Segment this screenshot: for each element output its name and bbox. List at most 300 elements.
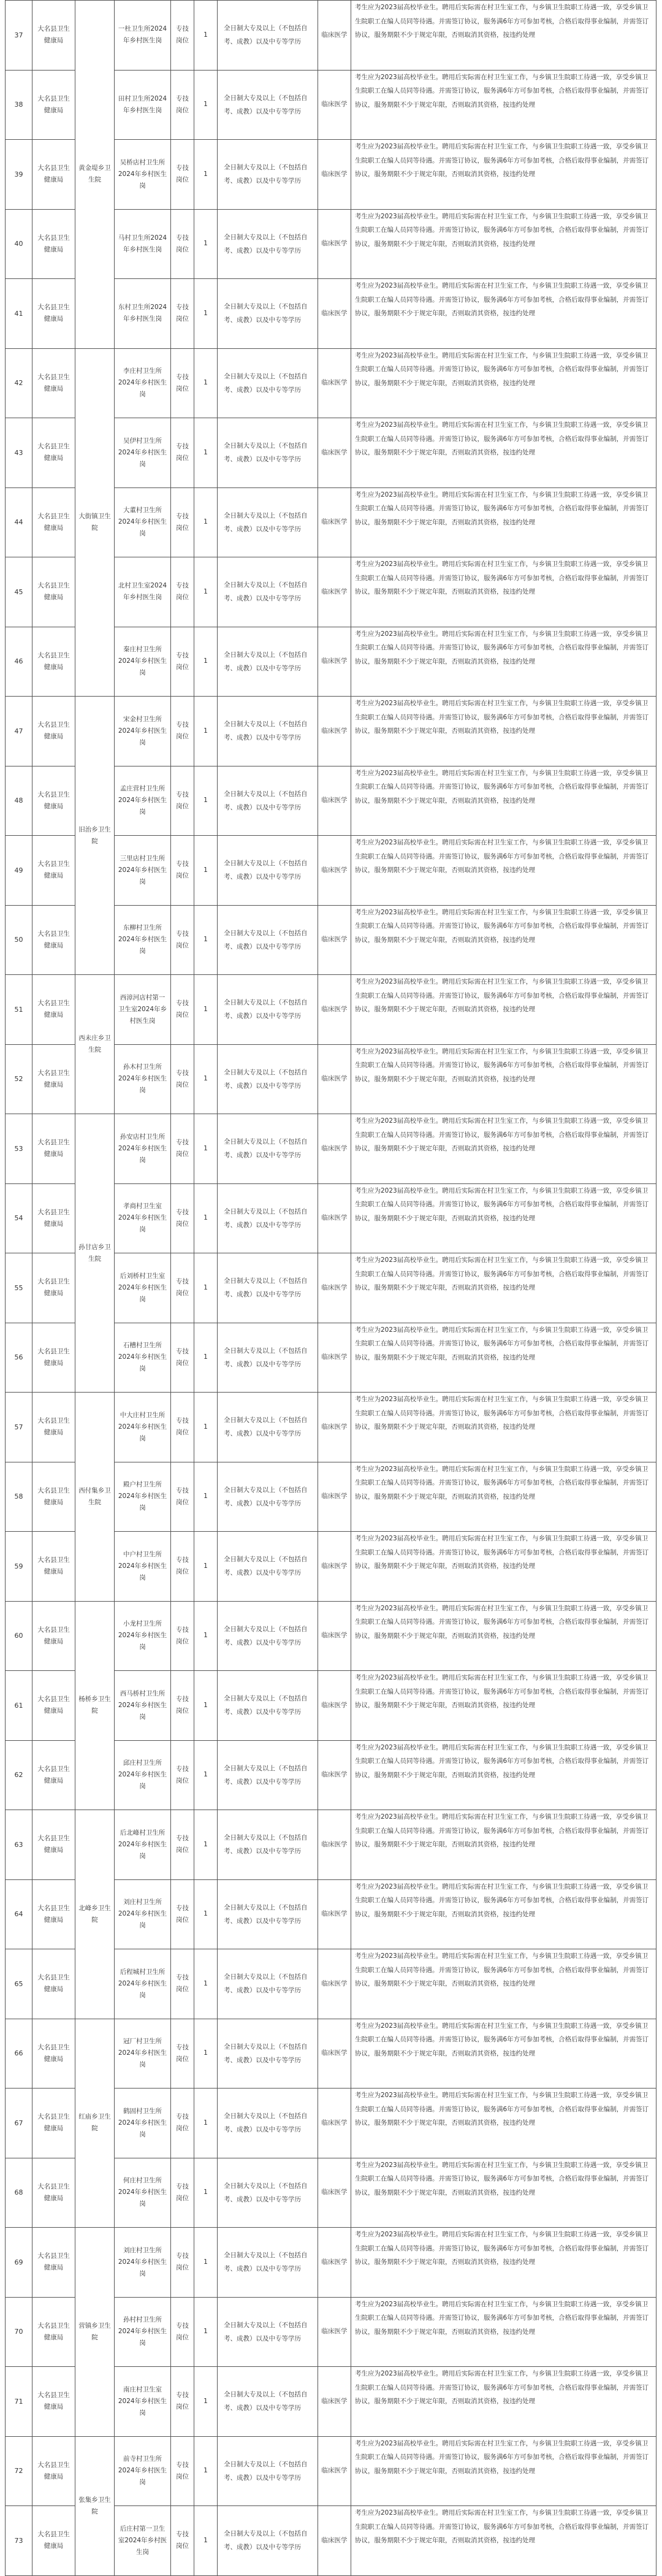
note-cell: 考生应为2023届高校毕业生。聘用后实际需在村卫生室工作，与乡镇卫生院职工待遇一致，享受乡镇卫生院职工在编人员同等待遇。并需签订协议，服务满6年方可参加考核，合格后取得事业编制，并需签订协议，服务期限不少于规定年限，否则取消其资格，按违约处理 <box>351 348 656 418</box>
post-category-cell: 专技岗位 <box>171 2436 194 2506</box>
row-number: 47 <box>6 697 32 766</box>
note-cell: 考生应为2023届高校毕业生。聘用后实际需在村卫生室工作，与乡镇卫生院职工待遇一致，享受乡镇卫生院职工在编人员同等待遇。并需签订协议，服务满6年方可参加考核，合格后取得事业编制，并需签订协议，服务期限不少于规定年限，否则取消其资格，按违约处理 <box>351 697 656 766</box>
hiring-unit-cell: 营镇乡卫生院 <box>75 2228 115 2437</box>
qualification-cell: 全日制大专及以上（不包括自考、成教）以及中专等学历 <box>218 2436 318 2506</box>
note-cell: 考生应为2023届高校毕业生。聘用后实际需在村卫生室工作，与乡镇卫生院职工待遇一致，享受乡镇卫生院职工在编人员同等待遇。并需签订协议，服务满6年方可参加考核，合格后取得事业编制，并需签订协议，服务期限不少于规定年限，否则取消其资格，按违约处理 <box>351 1044 656 1114</box>
post-name-cell: 东柳村卫生所2024年乡村医生岗 <box>115 905 171 975</box>
department-cell: 大名县卫生健康局 <box>32 2436 75 2506</box>
hire-count-cell: 1 <box>194 627 218 697</box>
row-number: 64 <box>6 1879 32 1949</box>
post-name-cell: 东村卫生所2024年乡村医生岗 <box>115 279 171 349</box>
hire-count-cell: 1 <box>194 1253 218 1323</box>
department-cell: 大名县卫生健康局 <box>32 1810 75 1880</box>
hire-count-cell: 1 <box>194 975 218 1045</box>
department-cell: 大名县卫生健康局 <box>32 418 75 488</box>
post-name-cell: 后庄村第一卫生室2024年乡村医生岗 <box>115 2506 171 2576</box>
department-cell: 大名县卫生健康局 <box>32 487 75 557</box>
post-category-cell: 专技岗位 <box>171 1532 194 1602</box>
row-number: 50 <box>6 905 32 975</box>
qualification-cell: 全日制大专及以上（不包括自考、成教）以及中专等学历 <box>218 1253 318 1323</box>
post-name-cell: 邱庄村卫生所2024年乡村医生岗 <box>115 1740 171 1810</box>
major-cell: 临床医学 <box>318 1601 351 1671</box>
table-row <box>6 1114 656 1184</box>
row-number: 40 <box>6 209 32 279</box>
post-name-cell: 吴伊村卫生所2024年乡村医生岗 <box>115 418 171 488</box>
row-number: 62 <box>6 1740 32 1810</box>
post-name-cell: 孝商村卫生室2024年乡村医生岗 <box>115 1183 171 1253</box>
row-number: 73 <box>6 2506 32 2576</box>
note-cell: 考生应为2023届高校毕业生。聘用后实际需在村卫生室工作，与乡镇卫生院职工待遇一致，享受乡镇卫生院职工在编人员同等待遇。并需签订协议，服务满6年方可参加考核，合格后取得事业编制，并需签订协议，服务期限不少于规定年限，否则取消其资格，按违约处理 <box>351 70 656 140</box>
major-cell: 临床医学 <box>318 1323 351 1393</box>
major-cell: 临床医学 <box>318 1114 351 1184</box>
hire-count-cell: 1 <box>194 487 218 557</box>
major-cell: 临床医学 <box>318 1183 351 1253</box>
qualification-cell: 全日制大专及以上（不包括自考、成教）以及中专等学历 <box>218 1949 318 2019</box>
post-category-cell: 专技岗位 <box>171 905 194 975</box>
major-cell: 临床医学 <box>318 1044 351 1114</box>
post-name-cell: 后程城村卫生所2024年乡村医生岗 <box>115 1949 171 2019</box>
qualification-cell: 全日制大专及以上（不包括自考、成教）以及中专等学历 <box>218 1044 318 1114</box>
note-cell: 考生应为2023届高校毕业生。聘用后实际需在村卫生室工作，与乡镇卫生院职工待遇一致，享受乡镇卫生院职工在编人员同等待遇。并需签订协议，服务满6年方可参加考核，合格后取得事业编制，并需签订协议，服务期限不少于规定年限，否则取消其资格，按违约处理 <box>351 1462 656 1532</box>
department-cell: 大名县卫生健康局 <box>32 2506 75 2576</box>
note-cell: 考生应为2023届高校毕业生。聘用后实际需在村卫生室工作，与乡镇卫生院职工待遇一致，享受乡镇卫生院职工在编人员同等待遇。并需签订协议，服务满6年方可参加考核，合格后取得事业编制，并需签订协议，服务期限不少于规定年限，否则取消其资格，按违约处理 <box>351 557 656 627</box>
note-cell: 考生应为2023届高校毕业生。聘用后实际需在村卫生室工作，与乡镇卫生院职工待遇一致，享受乡镇卫生院职工在编人员同等待遇。并需签订协议，服务满6年方可参加考核，合格后取得事业编制，并需签订协议，服务期限不少于规定年限，否则取消其资格，按违约处理 <box>351 766 656 836</box>
department-cell: 大名县卫生健康局 <box>32 1253 75 1323</box>
qualification-cell: 全日制大专及以上（不包括自考、成教）以及中专等学历 <box>218 1671 318 1741</box>
post-category-cell: 专技岗位 <box>171 1 194 71</box>
post-name-cell: 吴桥店村卫生所2024年乡村医生岗 <box>115 140 171 210</box>
row-number: 59 <box>6 1532 32 1602</box>
hire-count-cell: 1 <box>194 418 218 488</box>
post-name-cell: 西漳河店村第一卫生室2024年乡村医生岗 <box>115 975 171 1045</box>
department-cell: 大名县卫生健康局 <box>32 2367 75 2437</box>
hire-count-cell: 1 <box>194 766 218 836</box>
note-cell: 考生应为2023届高校毕业生。聘用后实际需在村卫生室工作，与乡镇卫生院职工待遇一致，享受乡镇卫生院职工在编人员同等待遇。并需签订协议，服务满6年方可参加考核，合格后取得事业编制，并需签订协议，服务期限不少于规定年限，否则取消其资格，按违约处理 <box>351 1740 656 1810</box>
post-name-cell: 何庄村卫生所2024年乡村医生岗 <box>115 2158 171 2228</box>
row-number: 52 <box>6 1044 32 1114</box>
major-cell: 临床医学 <box>318 1532 351 1602</box>
major-cell: 临床医学 <box>318 1393 351 1462</box>
post-name-cell: 殿户村卫生所2024年乡村医生岗 <box>115 1462 171 1532</box>
row-number: 39 <box>6 140 32 210</box>
post-category-cell: 专技岗位 <box>171 836 194 906</box>
note-cell: 考生应为2023届高校毕业生。聘用后实际需在村卫生室工作，与乡镇卫生院职工待遇一致，享受乡镇卫生院职工在编人员同等待遇。并需签订协议，服务满6年方可参加考核，合格后取得事业编制，并需签订协议，服务期限不少于规定年限，否则取消其资格，按违约处理 <box>351 140 656 210</box>
row-number: 66 <box>6 2019 32 2089</box>
department-cell: 大名县卫生健康局 <box>32 1532 75 1602</box>
hiring-unit-cell: 西付集乡卫生院 <box>75 1393 115 1602</box>
row-number: 57 <box>6 1393 32 1462</box>
post-category-cell: 专技岗位 <box>171 697 194 766</box>
hire-count-cell: 1 <box>194 2228 218 2298</box>
row-number: 44 <box>6 487 32 557</box>
post-category-cell: 专技岗位 <box>171 1810 194 1880</box>
department-cell: 大名县卫生健康局 <box>32 70 75 140</box>
table-row <box>6 348 656 418</box>
qualification-cell: 全日制大专及以上（不包括自考、成教）以及中专等学历 <box>218 697 318 766</box>
post-name-cell: 李庄村卫生所2024年乡村医生岗 <box>115 348 171 418</box>
department-cell: 大名县卫生健康局 <box>32 140 75 210</box>
post-category-cell: 专技岗位 <box>171 2228 194 2298</box>
note-cell: 考生应为2023届高校毕业生。聘用后实际需在村卫生室工作，与乡镇卫生院职工待遇一致，享受乡镇卫生院职工在编人员同等待遇。并需签订协议，服务满6年方可参加考核，合格后取得事业编制，并需签订协议，服务期限不少于规定年限，否则取消其资格，按违约处理 <box>351 2089 656 2158</box>
department-cell: 大名县卫生健康局 <box>32 348 75 418</box>
post-category-cell: 专技岗位 <box>171 2019 194 2089</box>
hiring-unit-cell: 红庙乡卫生院 <box>75 2019 115 2228</box>
hire-count-cell: 1 <box>194 2089 218 2158</box>
department-cell: 大名县卫生健康局 <box>32 975 75 1045</box>
row-number: 48 <box>6 766 32 836</box>
department-cell: 大名县卫生健康局 <box>32 905 75 975</box>
post-category-cell: 专技岗位 <box>171 348 194 418</box>
qualification-cell: 全日制大专及以上（不包括自考、成教）以及中专等学历 <box>218 2297 318 2367</box>
post-category-cell: 专技岗位 <box>171 2297 194 2367</box>
qualification-cell: 全日制大专及以上（不包括自考、成教）以及中专等学历 <box>218 1532 318 1602</box>
qualification-cell: 全日制大专及以上（不包括自考、成教）以及中专等学历 <box>218 557 318 627</box>
hiring-unit-cell: 西未庄乡卫生院 <box>75 975 115 1114</box>
hire-count-cell: 1 <box>194 140 218 210</box>
hire-count-cell: 1 <box>194 1810 218 1880</box>
department-cell: 大名县卫生健康局 <box>32 697 75 766</box>
hire-count-cell: 1 <box>194 2367 218 2437</box>
major-cell: 临床医学 <box>318 140 351 210</box>
note-cell: 考生应为2023届高校毕业生。聘用后实际需在村卫生室工作，与乡镇卫生院职工待遇一致，享受乡镇卫生院职工在编人员同等待遇。并需签订协议，服务满6年方可参加考核，合格后取得事业编制，并需签订协议，服务期限不少于规定年限，否则取消其资格，按违约处理 <box>351 836 656 906</box>
note-cell: 考生应为2023届高校毕业生。聘用后实际需在村卫生室工作，与乡镇卫生院职工待遇一致，享受乡镇卫生院职工在编人员同等待遇。并需签订协议，服务满6年方可参加考核，合格后取得事业编制，并需签订协议，服务期限不少于规定年限，否则取消其资格，按违约处理 <box>351 2436 656 2506</box>
hire-count-cell: 1 <box>194 1462 218 1532</box>
major-cell: 临床医学 <box>318 1810 351 1880</box>
qualification-cell: 全日制大专及以上（不包括自考、成教）以及中专等学历 <box>218 348 318 418</box>
post-name-cell: 孙木村卫生所2024年乡村医生岗 <box>115 1044 171 1114</box>
hire-count-cell: 1 <box>194 2158 218 2228</box>
hire-count-cell: 1 <box>194 2436 218 2506</box>
post-name-cell: 中户村卫生所2024年乡村医生岗 <box>115 1532 171 1602</box>
note-cell: 考生应为2023届高校毕业生。聘用后实际需在村卫生室工作，与乡镇卫生院职工待遇一致，享受乡镇卫生院职工在编人员同等待遇。并需签订协议，服务满6年方可参加考核，合格后取得事业编制，并需签订协议，服务期限不少于规定年限，否则取消其资格，按违约处理 <box>351 905 656 975</box>
note-cell: 考生应为2023届高校毕业生。聘用后实际需在村卫生室工作，与乡镇卫生院职工待遇一致，享受乡镇卫生院职工在编人员同等待遇。并需签订协议，服务满6年方可参加考核，合格后取得事业编制，并需签订协议，服务期限不少于规定年限，否则取消其资格，按违约处理 <box>351 1323 656 1393</box>
row-number: 71 <box>6 2367 32 2437</box>
major-cell: 临床医学 <box>318 209 351 279</box>
qualification-cell: 全日制大专及以上（不包括自考、成教）以及中专等学历 <box>218 905 318 975</box>
post-name-cell: 马村卫生所2024年乡村医生岗 <box>115 209 171 279</box>
major-cell: 临床医学 <box>318 2089 351 2158</box>
post-name-cell: 孙安店村卫生所2024年乡村医生岗 <box>115 1114 171 1184</box>
note-cell: 考生应为2023届高校毕业生。聘用后实际需在村卫生室工作，与乡镇卫生院职工待遇一致，享受乡镇卫生院职工在编人员同等待遇。并需签订协议，服务满6年方可参加考核，合格后取得事业编制，并需签订协议，服务期限不少于规定年限，否则取消其资格，按违约处理 <box>351 209 656 279</box>
row-number: 60 <box>6 1601 32 1671</box>
job-table-container <box>5 0 657 2576</box>
post-name-cell: 石槽村卫生所2024年乡村医生岗 <box>115 1323 171 1393</box>
note-cell: 考生应为2023届高校毕业生。聘用后实际需在村卫生室工作，与乡镇卫生院职工待遇一致，享受乡镇卫生院职工在编人员同等待遇。并需签订协议，服务满6年方可参加考核，合格后取得事业编制，并需签订协议，服务期限不少于规定年限，否则取消其资格，按违约处理 <box>351 1879 656 1949</box>
qualification-cell: 全日制大专及以上（不包括自考、成教）以及中专等学历 <box>218 2367 318 2437</box>
qualification-cell: 全日制大专及以上（不包括自考、成教）以及中专等学历 <box>218 418 318 488</box>
note-cell: 考生应为2023届高校毕业生。聘用后实际需在村卫生室工作，与乡镇卫生院职工待遇一致，享受乡镇卫生院职工在编人员同等待遇。并需签订协议，服务满6年方可参加考核，合格后取得事业编制，并需签订协议，服务期限不少于规定年限，否则取消其资格，按违约处理 <box>351 2228 656 2298</box>
department-cell: 大名县卫生健康局 <box>32 1740 75 1810</box>
hiring-unit-cell: 大街镇卫生院 <box>75 348 115 697</box>
major-cell: 临床医学 <box>318 627 351 697</box>
qualification-cell: 全日制大专及以上（不包括自考、成教）以及中专等学历 <box>218 2158 318 2228</box>
qualification-cell: 全日制大专及以上（不包括自考、成教）以及中专等学历 <box>218 1601 318 1671</box>
post-category-cell: 专技岗位 <box>171 1949 194 2019</box>
major-cell: 临床医学 <box>318 348 351 418</box>
major-cell: 临床医学 <box>318 2367 351 2437</box>
row-number: 67 <box>6 2089 32 2158</box>
qualification-cell: 全日制大专及以上（不包括自考、成教）以及中专等学历 <box>218 487 318 557</box>
hire-count-cell: 1 <box>194 1114 218 1184</box>
hire-count-cell: 1 <box>194 1044 218 1114</box>
table-row <box>6 2228 656 2298</box>
post-category-cell: 专技岗位 <box>171 2158 194 2228</box>
row-number: 61 <box>6 1671 32 1741</box>
note-cell: 考生应为2023届高校毕业生。聘用后实际需在村卫生室工作，与乡镇卫生院职工待遇一致，享受乡镇卫生院职工在编人员同等待遇。并需签订协议，服务满6年方可参加考核，合格后取得事业编制，并需签订协议，服务期限不少于规定年限，否则取消其资格，按违约处理 <box>351 1253 656 1323</box>
note-cell: 考生应为2023届高校毕业生。聘用后实际需在村卫生室工作，与乡镇卫生院职工待遇一致，享受乡镇卫生院职工在编人员同等待遇。并需签订协议，服务满6年方可参加考核，合格后取得事业编制，并需签订协议，服务期限不少于规定年限，否则取消其资格，按违约处理 <box>351 1 656 71</box>
hire-count-cell: 1 <box>194 1393 218 1462</box>
note-cell: 考生应为2023届高校毕业生。聘用后实际需在村卫生室工作，与乡镇卫生院职工待遇一致，享受乡镇卫生院职工在编人员同等待遇。并需签订协议，服务满6年方可参加考核，合格后取得事业编制，并需签订协议，服务期限不少于规定年限，否则取消其资格，按违约处理 <box>351 487 656 557</box>
major-cell: 临床医学 <box>318 1740 351 1810</box>
note-cell: 考生应为2023届高校毕业生。聘用后实际需在村卫生室工作，与乡镇卫生院职工待遇一致，享受乡镇卫生院职工在编人员同等待遇。并需签订协议，服务满6年方可参加考核，合格后取得事业编制，并需签订协议，服务期限不少于规定年限，否则取消其资格，按违约处理 <box>351 627 656 697</box>
qualification-cell: 全日制大专及以上（不包括自考、成教）以及中专等学历 <box>218 836 318 906</box>
hiring-unit-cell: 孙甘店乡卫生院 <box>75 1114 115 1393</box>
major-cell: 临床医学 <box>318 279 351 349</box>
qualification-cell: 全日制大专及以上（不包括自考、成教）以及中专等学历 <box>218 1323 318 1393</box>
major-cell: 临床医学 <box>318 2436 351 2506</box>
table-body <box>6 1 656 2576</box>
post-category-cell: 专技岗位 <box>171 1044 194 1114</box>
hire-count-cell: 1 <box>194 557 218 627</box>
note-cell: 考生应为2023届高校毕业生。聘用后实际需在村卫生室工作，与乡镇卫生院职工待遇一致，享受乡镇卫生院职工在编人员同等待遇。并需签订协议，服务满6年方可参加考核，合格后取得事业编制，并需签订协议，服务期限不少于规定年限，否则取消其资格，按违约处理 <box>351 279 656 349</box>
row-number: 53 <box>6 1114 32 1184</box>
note-cell: 考生应为2023届高校毕业生。聘用后实际需在村卫生室工作，与乡镇卫生院职工待遇一致，享受乡镇卫生院职工在编人员同等待遇。并需签订协议，服务满6年方可参加考核，合格后取得事业编制，并需签订协议，服务期限不少于规定年限，否则取消其资格，按违约处理 <box>351 418 656 488</box>
qualification-cell: 全日制大专及以上（不包括自考、成教）以及中专等学历 <box>218 2228 318 2298</box>
row-number: 58 <box>6 1462 32 1532</box>
major-cell: 临床医学 <box>318 975 351 1045</box>
note-cell: 考生应为2023届高校毕业生。聘用后实际需在村卫生室工作，与乡镇卫生院职工待遇一致，享受乡镇卫生院职工在编人员同等待遇。并需签订协议，服务满6年方可参加考核，合格后取得事业编制，并需签订协议，服务期限不少于规定年限，否则取消其资格，按违约处理 <box>351 2019 656 2089</box>
table-row <box>6 2436 656 2506</box>
major-cell: 临床医学 <box>318 2297 351 2367</box>
hire-count-cell: 1 <box>194 2019 218 2089</box>
qualification-cell: 全日制大专及以上（不包括自考、成教）以及中专等学历 <box>218 1114 318 1184</box>
row-number: 68 <box>6 2158 32 2228</box>
qualification-cell: 全日制大专及以上（不包括自考、成教）以及中专等学历 <box>218 627 318 697</box>
qualification-cell: 全日制大专及以上（不包括自考、成教）以及中专等学历 <box>218 975 318 1045</box>
department-cell: 大名县卫生健康局 <box>32 1183 75 1253</box>
qualification-cell: 全日制大专及以上（不包括自考、成教）以及中专等学历 <box>218 140 318 210</box>
department-cell: 大名县卫生健康局 <box>32 2158 75 2228</box>
department-cell: 大名县卫生健康局 <box>32 1879 75 1949</box>
post-name-cell: 鹤固村卫生所2024年乡村医生岗 <box>115 2089 171 2158</box>
table-row <box>6 1601 656 1671</box>
note-cell: 考生应为2023届高校毕业生。聘用后实际需在村卫生室工作，与乡镇卫生院职工待遇一致，享受乡镇卫生院职工在编人员同等待遇。并需签订协议，服务满6年方可参加考核，合格后取得事业编制，并需签订协议，服务期限不少于规定年限，否则取消其资格，按违约处理 <box>351 2506 656 2576</box>
post-category-cell: 专技岗位 <box>171 1601 194 1671</box>
major-cell: 临床医学 <box>318 487 351 557</box>
qualification-cell: 全日制大专及以上（不包括自考、成教）以及中专等学历 <box>218 1393 318 1462</box>
row-number: 43 <box>6 418 32 488</box>
major-cell: 临床医学 <box>318 1949 351 2019</box>
department-cell: 大名县卫生健康局 <box>32 2228 75 2298</box>
post-category-cell: 专技岗位 <box>171 2089 194 2158</box>
post-name-cell: 小龙村卫生所2024年乡村医生岗 <box>115 1601 171 1671</box>
major-cell: 临床医学 <box>318 1462 351 1532</box>
post-category-cell: 专技岗位 <box>171 1671 194 1741</box>
qualification-cell: 全日制大专及以上（不包括自考、成教）以及中专等学历 <box>218 1462 318 1532</box>
post-name-cell: 刘庄村卫生所2024年乡村医生岗 <box>115 1879 171 1949</box>
hire-count-cell: 1 <box>194 1532 218 1602</box>
post-name-cell: 后刘桥村卫生室2024年乡村医生岗 <box>115 1253 171 1323</box>
hire-count-cell: 1 <box>194 836 218 906</box>
hire-count-cell: 1 <box>194 1323 218 1393</box>
post-category-cell: 专技岗位 <box>171 1114 194 1184</box>
department-cell: 大名县卫生健康局 <box>32 627 75 697</box>
major-cell: 临床医学 <box>318 2506 351 2576</box>
department-cell: 大名县卫生健康局 <box>32 1 75 71</box>
qualification-cell: 全日制大专及以上（不包括自考、成教）以及中专等学历 <box>218 2506 318 2576</box>
department-cell: 大名县卫生健康局 <box>32 2089 75 2158</box>
major-cell: 临床医学 <box>318 1671 351 1741</box>
hire-count-cell: 1 <box>194 1601 218 1671</box>
post-name-cell: 前寺村卫生所2024年乡村医生岗 <box>115 2436 171 2506</box>
major-cell: 临床医学 <box>318 766 351 836</box>
job-position-table <box>5 0 656 2576</box>
post-category-cell: 专技岗位 <box>171 1323 194 1393</box>
table-row <box>6 975 656 1045</box>
major-cell: 临床医学 <box>318 70 351 140</box>
qualification-cell: 全日制大专及以上（不包括自考、成教）以及中专等学历 <box>218 1 318 71</box>
row-number: 56 <box>6 1323 32 1393</box>
qualification-cell: 全日制大专及以上（不包括自考、成教）以及中专等学历 <box>218 1879 318 1949</box>
major-cell: 临床医学 <box>318 2228 351 2298</box>
row-number: 70 <box>6 2297 32 2367</box>
table-row <box>6 1393 656 1462</box>
note-cell: 考生应为2023届高校毕业生。聘用后实际需在村卫生室工作，与乡镇卫生院职工待遇一致，享受乡镇卫生院职工在编人员同等待遇。并需签订协议，服务满6年方可参加考核，合格后取得事业编制，并需签订协议，服务期限不少于规定年限，否则取消其资格，按违约处理 <box>351 1810 656 1880</box>
note-cell: 考生应为2023届高校毕业生。聘用后实际需在村卫生室工作，与乡镇卫生院职工待遇一致，享受乡镇卫生院职工在编人员同等待遇。并需签订协议，服务满6年方可参加考核，合格后取得事业编制，并需签订协议，服务期限不少于规定年限，否则取消其资格，按违约处理 <box>351 2367 656 2437</box>
table-row <box>6 2019 656 2089</box>
hiring-unit-cell: 旧治乡卫生院 <box>75 697 115 975</box>
department-cell: 大名县卫生健康局 <box>32 1393 75 1462</box>
qualification-cell: 全日制大专及以上（不包括自考、成教）以及中专等学历 <box>218 2089 318 2158</box>
major-cell: 临床医学 <box>318 905 351 975</box>
row-number: 65 <box>6 1949 32 2019</box>
major-cell: 临床医学 <box>318 1879 351 1949</box>
post-category-cell: 专技岗位 <box>171 1740 194 1810</box>
hiring-unit-cell: 张集乡卫生院 <box>75 2436 115 2575</box>
post-category-cell: 专技岗位 <box>171 418 194 488</box>
major-cell: 临床医学 <box>318 1253 351 1323</box>
post-name-cell: 冠厂村卫生所2024年乡村医生岗 <box>115 2019 171 2089</box>
hire-count-cell: 1 <box>194 1 218 71</box>
row-number: 42 <box>6 348 32 418</box>
note-cell: 考生应为2023届高校毕业生。聘用后实际需在村卫生室工作，与乡镇卫生院职工待遇一致，享受乡镇卫生院职工在编人员同等待遇。并需签订协议，服务满6年方可参加考核，合格后取得事业编制，并需签订协议，服务期限不少于规定年限，否则取消其资格，按违约处理 <box>351 1601 656 1671</box>
department-cell: 大名县卫生健康局 <box>32 1949 75 2019</box>
table-row <box>6 1810 656 1880</box>
qualification-cell: 全日制大专及以上（不包括自考、成教）以及中专等学历 <box>218 1183 318 1253</box>
row-number: 49 <box>6 836 32 906</box>
hire-count-cell: 1 <box>194 697 218 766</box>
note-cell: 考生应为2023届高校毕业生。聘用后实际需在村卫生室工作，与乡镇卫生院职工待遇一致，享受乡镇卫生院职工在编人员同等待遇。并需签订协议，服务满6年方可参加考核，合格后取得事业编制，并需签订协议，服务期限不少于规定年限，否则取消其资格，按违约处理 <box>351 1393 656 1462</box>
post-category-cell: 专技岗位 <box>171 766 194 836</box>
row-number: 41 <box>6 279 32 349</box>
hire-count-cell: 1 <box>194 905 218 975</box>
major-cell: 临床医学 <box>318 418 351 488</box>
note-cell: 考生应为2023届高校毕业生。聘用后实际需在村卫生室工作，与乡镇卫生院职工待遇一致，享受乡镇卫生院职工在编人员同等待遇。并需签订协议，服务满6年方可参加考核，合格后取得事业编制，并需签订协议，服务期限不少于规定年限，否则取消其资格，按违约处理 <box>351 2297 656 2367</box>
department-cell: 大名县卫生健康局 <box>32 1323 75 1393</box>
post-category-cell: 专技岗位 <box>171 2506 194 2576</box>
major-cell: 临床医学 <box>318 2158 351 2228</box>
post-name-cell: 田村卫生所2024年乡村医生岗 <box>115 70 171 140</box>
post-category-cell: 专技岗位 <box>171 279 194 349</box>
table-row <box>6 697 656 766</box>
department-cell: 大名县卫生健康局 <box>32 1462 75 1532</box>
note-cell: 考生应为2023届高校毕业生。聘用后实际需在村卫生室工作，与乡镇卫生院职工待遇一致，享受乡镇卫生院职工在编人员同等待遇。并需签订协议，服务满6年方可参加考核，合格后取得事业编制，并需签订协议，服务期限不少于规定年限，否则取消其资格，按违约处理 <box>351 1532 656 1602</box>
post-name-cell: 孟庄营村卫生所2024年乡村医生岗 <box>115 766 171 836</box>
row-number: 54 <box>6 1183 32 1253</box>
row-number: 63 <box>6 1810 32 1880</box>
post-category-cell: 专技岗位 <box>171 975 194 1045</box>
post-category-cell: 专技岗位 <box>171 1253 194 1323</box>
department-cell: 大名县卫生健康局 <box>32 209 75 279</box>
post-name-cell: 中大庄村卫生所2024年乡村医生岗 <box>115 1393 171 1462</box>
post-name-cell: 后北峰村卫生所2024年乡村医生岗 <box>115 1810 171 1880</box>
post-name-cell: 三里店村卫生所2024年乡村医生岗 <box>115 836 171 906</box>
qualification-cell: 全日制大专及以上（不包括自考、成教）以及中专等学历 <box>218 279 318 349</box>
hire-count-cell: 1 <box>194 1879 218 1949</box>
department-cell: 大名县卫生健康局 <box>32 2297 75 2367</box>
hiring-unit-cell: 杨桥乡卫生院 <box>75 1601 115 1810</box>
hiring-unit-cell: 黄金堤乡卫生院 <box>75 1 115 349</box>
hire-count-cell: 1 <box>194 1671 218 1741</box>
hiring-unit-cell: 北峰乡卫生院 <box>75 1810 115 2019</box>
qualification-cell: 全日制大专及以上（不包括自考、成教）以及中专等学历 <box>218 766 318 836</box>
post-name-cell: 南庄村卫生室2024年乡村医生岗 <box>115 2367 171 2437</box>
post-name-cell: 西马桥村卫生所2024年乡村医生岗 <box>115 1671 171 1741</box>
qualification-cell: 全日制大专及以上（不包括自考、成教）以及中专等学历 <box>218 1810 318 1880</box>
table-row <box>6 1 656 71</box>
row-number: 51 <box>6 975 32 1045</box>
post-category-cell: 专技岗位 <box>171 627 194 697</box>
hire-count-cell: 1 <box>194 1183 218 1253</box>
post-name-cell: 孙村村卫生所2024年乡村医生岗 <box>115 2297 171 2367</box>
note-cell: 考生应为2023届高校毕业生。聘用后实际需在村卫生室工作，与乡镇卫生院职工待遇一致，享受乡镇卫生院职工在编人员同等待遇。并需签订协议，服务满6年方可参加考核，合格后取得事业编制，并需签订协议，服务期限不少于规定年限，否则取消其资格，按违约处理 <box>351 2158 656 2228</box>
department-cell: 大名县卫生健康局 <box>32 2019 75 2089</box>
post-name-cell: 一杜卫生所2024年乡村医生岗 <box>115 1 171 71</box>
major-cell: 临床医学 <box>318 836 351 906</box>
department-cell: 大名县卫生健康局 <box>32 1114 75 1184</box>
post-category-cell: 专技岗位 <box>171 1462 194 1532</box>
major-cell: 临床医学 <box>318 557 351 627</box>
major-cell: 临床医学 <box>318 1 351 71</box>
department-cell: 大名县卫生健康局 <box>32 1601 75 1671</box>
row-number: 69 <box>6 2228 32 2298</box>
hire-count-cell: 1 <box>194 1740 218 1810</box>
post-category-cell: 专技岗位 <box>171 557 194 627</box>
post-category-cell: 专技岗位 <box>171 70 194 140</box>
row-number: 72 <box>6 2436 32 2506</box>
qualification-cell: 全日制大专及以上（不包括自考、成教）以及中专等学历 <box>218 2019 318 2089</box>
hire-count-cell: 1 <box>194 209 218 279</box>
post-name-cell: 秦庄村卫生所2024年乡村医生岗 <box>115 627 171 697</box>
post-name-cell: 刘庄村卫生所2024年乡村医生岗 <box>115 2228 171 2298</box>
post-category-cell: 专技岗位 <box>171 140 194 210</box>
post-name-cell: 宋金村卫生所2024年乡村医生岗 <box>115 697 171 766</box>
major-cell: 临床医学 <box>318 697 351 766</box>
department-cell: 大名县卫生健康局 <box>32 766 75 836</box>
qualification-cell: 全日制大专及以上（不包括自考、成教）以及中专等学历 <box>218 70 318 140</box>
post-category-cell: 专技岗位 <box>171 1183 194 1253</box>
major-cell: 临床医学 <box>318 2019 351 2089</box>
qualification-cell: 全日制大专及以上（不包括自考、成教）以及中专等学历 <box>218 209 318 279</box>
note-cell: 考生应为2023届高校毕业生。聘用后实际需在村卫生室工作，与乡镇卫生院职工待遇一致，享受乡镇卫生院职工在编人员同等待遇。并需签订协议，服务满6年方可参加考核，合格后取得事业编制，并需签订协议，服务期限不少于规定年限，否则取消其资格，按违约处理 <box>351 1183 656 1253</box>
department-cell: 大名县卫生健康局 <box>32 1044 75 1114</box>
row-number: 55 <box>6 1253 32 1323</box>
department-cell: 大名县卫生健康局 <box>32 1671 75 1741</box>
post-name-cell: 大董村卫生所2024年乡村医生岗 <box>115 487 171 557</box>
hire-count-cell: 1 <box>194 2506 218 2576</box>
note-cell: 考生应为2023届高校毕业生。聘用后实际需在村卫生室工作，与乡镇卫生院职工待遇一致，享受乡镇卫生院职工在编人员同等待遇。并需签订协议，服务满6年方可参加考核，合格后取得事业编制，并需签订协议，服务期限不少于规定年限，否则取消其资格，按违约处理 <box>351 1671 656 1741</box>
row-number: 46 <box>6 627 32 697</box>
